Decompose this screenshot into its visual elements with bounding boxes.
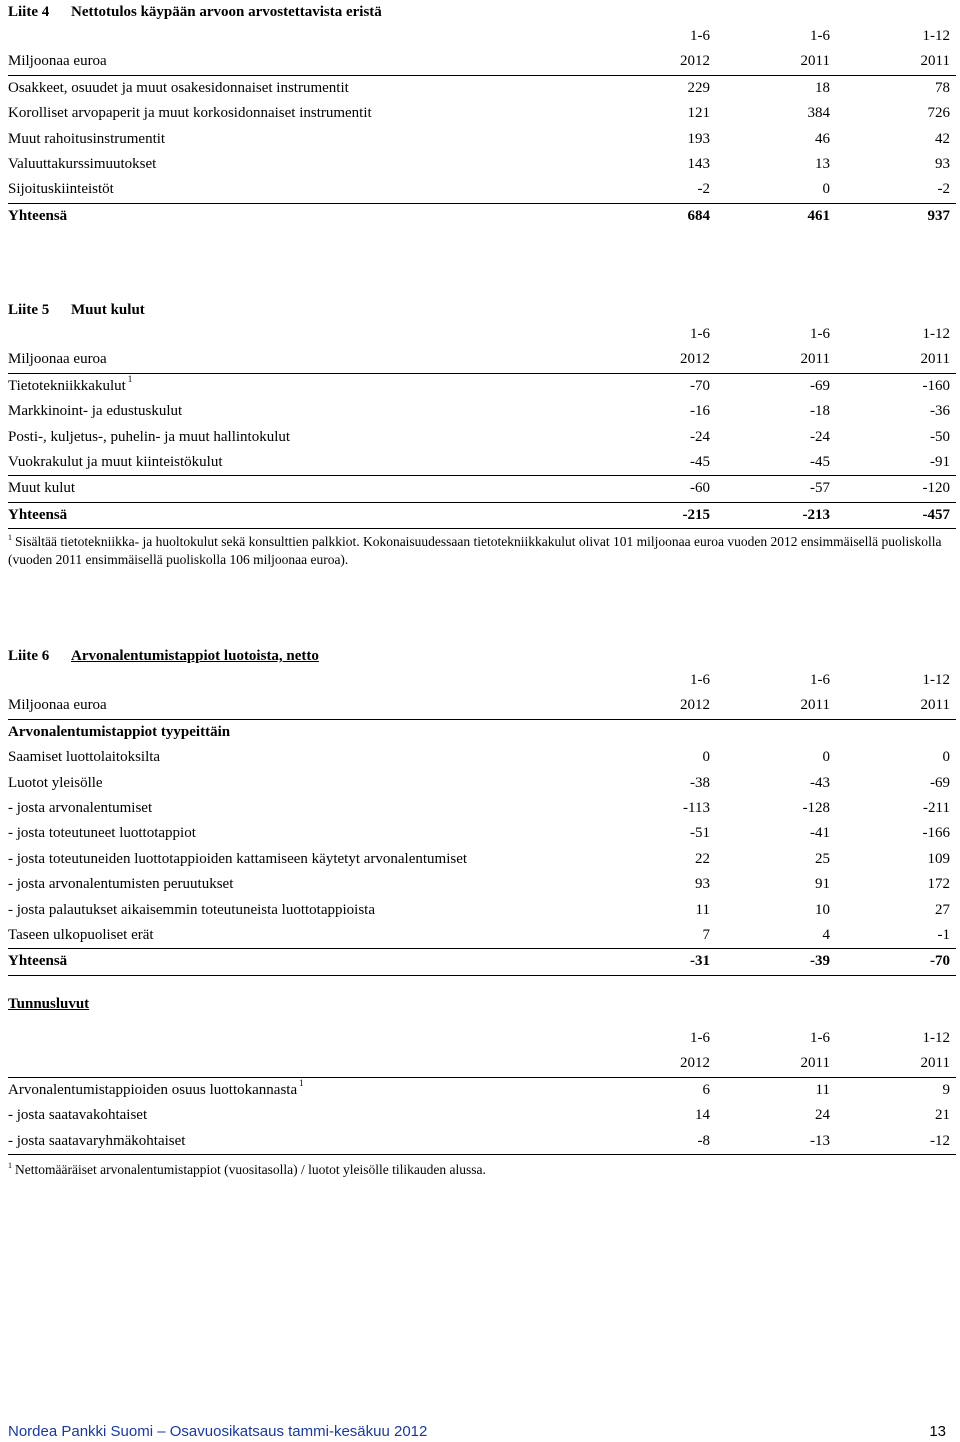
cell-value: -39 (810, 953, 830, 970)
cell-value: -51 (690, 825, 710, 842)
row-label: Yhteensä (8, 506, 68, 523)
row-label: Yhteensä (8, 207, 68, 224)
column-header: 2012 (680, 351, 710, 368)
unit-label: Miljoonaa euroa (8, 351, 107, 368)
liite5-number: Liite 5 (8, 302, 50, 318)
cell-value: 937 (927, 207, 950, 224)
cell-value: -457 (922, 506, 950, 523)
cell-value: 7 (702, 926, 710, 943)
cell-value: -70 (690, 377, 710, 394)
column-header: 1-6 (690, 1030, 710, 1046)
column-header: 2011 (920, 697, 950, 714)
cell-value: 684 (687, 207, 710, 224)
liite4-header-row-1 (8, 24, 956, 49)
cell-value: -91 (930, 453, 950, 470)
unit-label: Miljoonaa euroa (8, 53, 107, 70)
page-number: 13 (929, 1423, 946, 1440)
tunnusluvut-section (8, 992, 956, 1179)
table-row (8, 425, 956, 450)
total-row (8, 204, 956, 229)
cell-value: 93 (935, 155, 950, 172)
row-label-text: Arvonalentumistappioiden osuus luottokannasta (8, 1081, 298, 1098)
row-label: Yhteensä (8, 953, 68, 970)
column-header: 1-12 (922, 672, 950, 688)
cell-value: 25 (815, 850, 830, 867)
tunnusluvut-title: Tunnusluvut (8, 996, 90, 1012)
row-label: - josta toteutuneiden luottotappioiden kattamiseen käytetyt arvonalentumiset (8, 850, 468, 867)
row-label: - josta arvonalentumisten peruutukset (8, 876, 234, 893)
cell-value: 143 (687, 155, 710, 172)
footnote-marker: 1 (8, 1160, 12, 1170)
tunnusluvut-header-row-1 (8, 1026, 956, 1051)
cell-value: -213 (802, 506, 830, 523)
row-label: Saamiset luottolaitoksilta (8, 749, 161, 766)
footnote-marker: 1 (8, 533, 12, 543)
cell-value: -70 (930, 953, 950, 970)
table-row (8, 898, 956, 923)
liite6-header-row-1 (8, 668, 956, 693)
table-row (8, 1103, 956, 1128)
row-label: - josta saatavaryhmäkohtaiset (8, 1132, 186, 1149)
table-row (8, 152, 956, 177)
cell-value: -38 (690, 774, 710, 791)
liite6-title (8, 644, 956, 668)
footnote-marker: 1 (127, 373, 133, 384)
row-label: Markkinoint- ja edustuskulut (8, 403, 183, 420)
footnote-text: Sisältää tietotekniikka- ja huoltokulut sekä konsulttien palkkiot. Kokonaisuudessaan tietotekniikkakulut olivat 101 miljoonaa euroa vuoden 2012 ensimmäisellä puoliskolla (vuoden 2011 ensimmäisellä puoliskolla 106 miljoonaa euroa). (8, 534, 942, 568)
cell-value: 4 (822, 926, 830, 943)
cell-value: 6 (702, 1081, 710, 1098)
cell-value: 91 (815, 876, 830, 893)
table-row (8, 821, 956, 846)
row-label: Taseen ulkopuoliset erät (8, 926, 154, 943)
cell-value: -211 (923, 799, 950, 816)
cell-value: 0 (822, 181, 830, 198)
table-row (8, 872, 956, 897)
table-row (8, 476, 956, 502)
row-label: - josta palautukset aikaisemmin toteutuneista luottotappioista (8, 901, 376, 918)
table-row (8, 101, 956, 126)
column-header: 2011 (800, 697, 830, 714)
liite6-header-row-2 (8, 693, 956, 719)
cell-value: 10 (815, 901, 830, 918)
cell-value: -31 (690, 953, 710, 970)
table-row (8, 127, 956, 152)
row-label-text: Tietotekniikkakulut (8, 377, 126, 394)
table-row (8, 177, 956, 203)
liite6-section (8, 644, 956, 976)
cell-value: 18 (815, 79, 830, 96)
total-row (8, 503, 956, 529)
table-row (8, 796, 956, 821)
cell-value: -24 (810, 428, 830, 445)
column-header: 2012 (680, 697, 710, 714)
column-header: 1-6 (690, 672, 710, 688)
liite6-heading: Arvonalentumistappiot luotoista, netto (71, 648, 319, 664)
row-label: Osakkeet, osuudet ja muut osakesidonnaiset instrumentit (8, 79, 349, 96)
cell-value: -36 (930, 403, 950, 420)
cell-value: 11 (815, 1081, 830, 1098)
cell-value: 24 (815, 1107, 830, 1124)
cell-value: -57 (810, 480, 830, 497)
table-row (8, 450, 956, 476)
liite5-title (8, 298, 956, 322)
row-label: Luotot yleisölle (8, 774, 103, 791)
column-header: 2012 (680, 1055, 710, 1072)
row-label: Posti-, kuljetus-, puhelin- ja muut hallintokulut (8, 428, 291, 445)
row-label: - josta toteutuneet luottotappiot (8, 825, 196, 842)
cell-value: -69 (810, 377, 830, 394)
cell-value: -18 (810, 403, 830, 420)
row-label: Muut kulut (8, 480, 76, 497)
row-label: Muut rahoitusinstrumentit (8, 130, 166, 147)
unit-label: Miljoonaa euroa (8, 697, 107, 714)
column-header: 1-6 (690, 28, 710, 44)
row-label (8, 374, 132, 399)
cell-value: -69 (930, 774, 950, 791)
cell-value: 78 (935, 79, 950, 96)
cell-value: 42 (935, 130, 950, 147)
cell-value: 193 (687, 130, 710, 147)
table-row (8, 374, 956, 399)
cell-value: -215 (682, 506, 710, 523)
cell-value: -160 (922, 377, 950, 394)
cell-value: 21 (935, 1107, 950, 1124)
cell-value: 229 (687, 79, 710, 96)
liite5-header-row-1 (8, 322, 956, 347)
liite4-title (8, 0, 956, 24)
cell-value: -13 (810, 1132, 830, 1149)
cell-value: 13 (815, 155, 830, 172)
column-header: 1-6 (810, 672, 830, 688)
liite4-header-row-2 (8, 49, 956, 75)
column-header: 2011 (800, 351, 830, 368)
cell-value: -45 (690, 453, 710, 470)
cell-value: 384 (807, 105, 830, 122)
cell-value: 726 (927, 105, 950, 122)
cell-value: 109 (927, 850, 950, 867)
liite5-footnote (8, 533, 956, 569)
table-row (8, 1078, 956, 1103)
cell-value: -24 (690, 428, 710, 445)
cell-value: -16 (690, 403, 710, 420)
liite4-section (8, 0, 956, 229)
footer-text: Nordea Pankki Suomi – Osavuosikatsaus tammi-kesäkuu 2012 (8, 1423, 428, 1440)
cell-value: -128 (802, 799, 830, 816)
row-label: - josta arvonalentumiset (8, 799, 153, 816)
column-header: 2011 (800, 53, 830, 70)
cell-value: -2 (697, 181, 710, 198)
column-header: 2011 (920, 1055, 950, 1072)
tunnusluvut-footnote (8, 1161, 956, 1179)
cell-value: 172 (927, 876, 950, 893)
footnote-marker: 1 (299, 1077, 304, 1088)
table-row (8, 76, 956, 101)
row-label (8, 1078, 304, 1103)
cell-value: -45 (810, 453, 830, 470)
cell-value: -43 (810, 774, 830, 791)
column-header: 1-12 (922, 28, 950, 44)
column-header: 2011 (920, 351, 950, 368)
cell-value: -50 (930, 428, 950, 445)
column-header: 1-6 (810, 326, 830, 342)
table-row (8, 745, 956, 770)
footnote-text: Nettomääräiset arvonalentumistappiot (vuositasolla) / luotot yleisölle tilikauden alussa. (15, 1161, 486, 1177)
cell-value: 0 (942, 749, 950, 766)
cell-value: 22 (695, 850, 710, 867)
table-row (8, 399, 956, 424)
liite6-subheading: Arvonalentumistappiot tyypeittäin (8, 723, 231, 740)
cell-value: 461 (807, 207, 830, 224)
row-label: Sijoituskiinteistöt (8, 181, 114, 198)
cell-value: 27 (935, 901, 950, 918)
column-header: 1-12 (922, 1030, 950, 1046)
liite6-number: Liite 6 (8, 648, 50, 664)
column-header: 1-6 (690, 326, 710, 342)
total-row (8, 949, 956, 975)
row-label: Vuokrakulut ja muut kiinteistökulut (8, 453, 223, 470)
cell-value: -60 (690, 480, 710, 497)
table-row (8, 771, 956, 796)
column-header: 1-12 (922, 326, 950, 342)
cell-value: 0 (822, 749, 830, 766)
cell-value: -120 (922, 480, 950, 497)
cell-value: 46 (815, 130, 830, 147)
cell-value: -8 (697, 1132, 710, 1149)
table-row (8, 1129, 956, 1155)
row-label: - josta saatavakohtaiset (8, 1107, 148, 1124)
cell-value: 121 (687, 105, 710, 122)
page-footer (8, 1422, 952, 1442)
cell-value: -113 (683, 799, 710, 816)
liite5-header-row-2 (8, 347, 956, 373)
cell-value: -2 (937, 181, 950, 198)
row-label: Korolliset arvopaperit ja muut korkosidonnaiset instrumentit (8, 105, 372, 122)
column-header: 2011 (920, 53, 950, 70)
column-header: 2011 (800, 1055, 830, 1072)
tunnusluvut-header-row-2 (8, 1051, 956, 1077)
cell-value: -12 (930, 1132, 950, 1149)
table-row (8, 923, 956, 949)
table-row (8, 847, 956, 872)
liite5-section (8, 298, 956, 569)
liite5-heading: Muut kulut (71, 302, 145, 318)
cell-value: 14 (695, 1107, 710, 1124)
cell-value: 9 (942, 1081, 950, 1098)
cell-value: -166 (922, 825, 950, 842)
cell-value: 11 (695, 901, 710, 918)
column-header: 1-6 (810, 1030, 830, 1046)
cell-value: -1 (937, 926, 950, 943)
cell-value: -41 (810, 825, 830, 842)
column-header: 2012 (680, 53, 710, 70)
liite4-number: Liite 4 (8, 4, 50, 20)
column-header: 1-6 (810, 28, 830, 44)
row-label: Valuuttakurssimuutokset (8, 155, 157, 172)
cell-value: 0 (702, 749, 710, 766)
cell-value: 93 (695, 876, 710, 893)
liite4-heading: Nettotulos käypään arvoon arvostettavista eristä (71, 4, 382, 20)
